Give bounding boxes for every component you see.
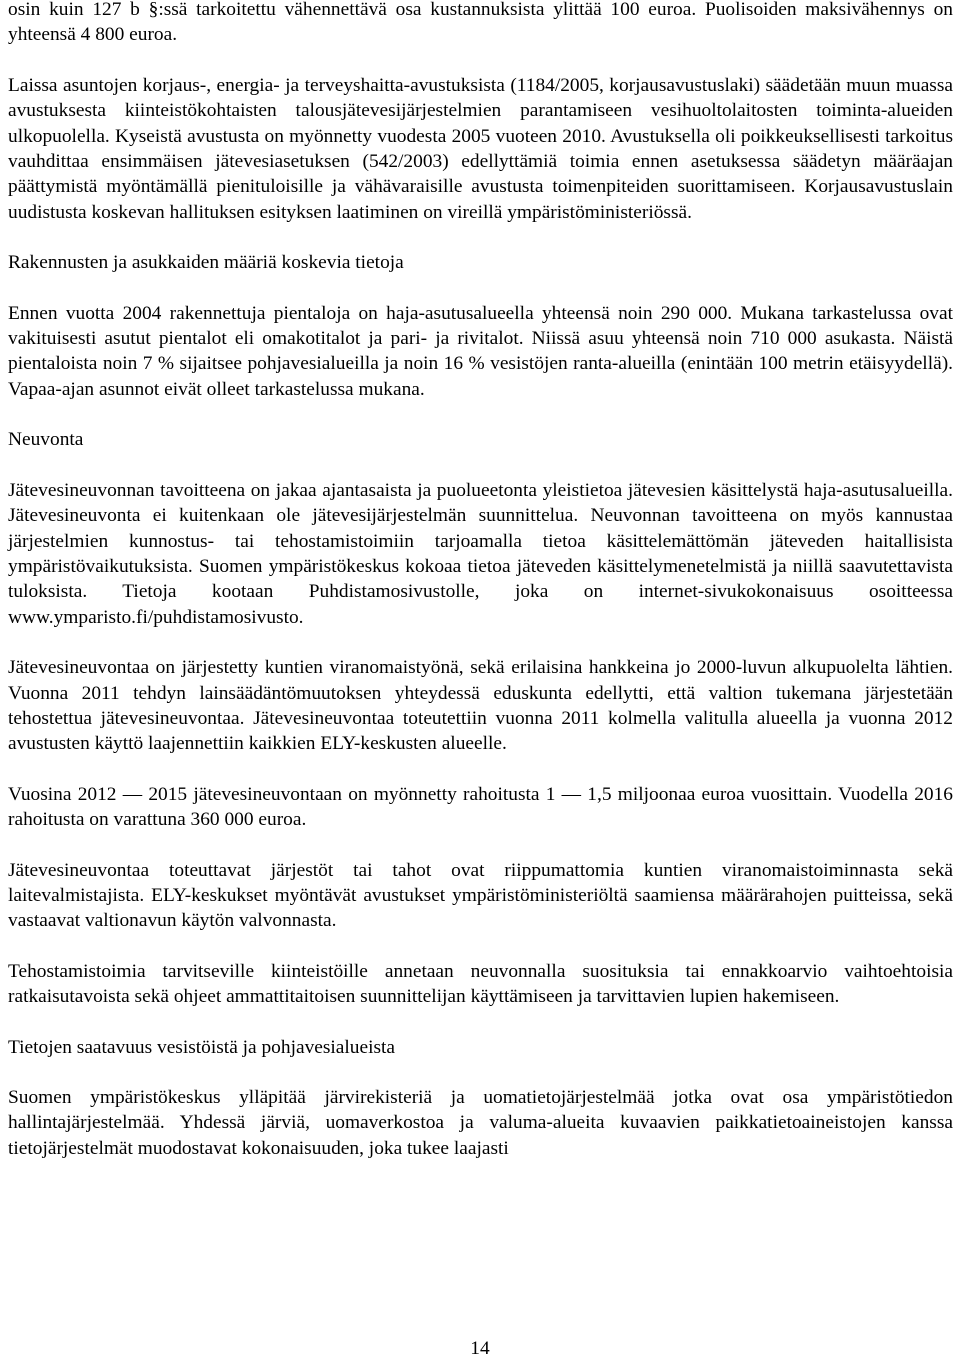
page-number: 14 — [470, 1338, 490, 1359]
paragraph-deduction-limit: osin kuin 127 b §:ssä tarkoitettu vähennettävä osa kustannuksista ylittää 100 euroa. Puolisoiden maksivähennys on yhteensä 4 800 euroa. — [8, 0, 953, 46]
heading-advisory: Neuvonta — [8, 429, 84, 451]
paragraph-providers: Jätevesineuvontaa toteuttavat järjestöt tai tahot ovat riippumattomia kuntien viranomaistoiminnasta sekä laitevalmistajista. ELY-keskukset myöntävät avustukset ympäristöministeriöltä saamiensa määrärahojen puitteissa, sekä vastaavat valtionavun käytön valvonnasta. — [8, 859, 953, 932]
heading-data-availability: Tietojen saatavuus vesistöistä ja pohjavesialueista — [8, 1036, 396, 1058]
paragraph-funding: Vuosina 2012 — 2015 jätevesineuvontaan on myönnetty rahoitusta 1 — 1,5 miljoonaa euroa vuosittain. Vuodella 2016 rahoitusta on varattuna 360 000 euroa. — [8, 783, 953, 831]
document-page — [8, 0, 953, 1186]
paragraph-data-systems: Suomen ympäristökeskus ylläpitää järvirekisteriä ja uomatietojärjestelmää jotka ovat osa ympäristötiedon hallintajärjestelmää. Yhdessä järviä, uomaverkostoa ja valuma-alueita kuvaavien paikkatietoaineistojen kanssa tietojärjestelmät muodostavat kokonaisuuden, joka tukee laajasti — [8, 1087, 953, 1159]
paragraph-renovation-grants: Laissa asuntojen korjaus-, energia- ja terveyshaitta-avustuksista (1184/2005, korjausavustuslaki) säädetään muun muassa avustuksesta kiinteistökohtaisten talousjätevesijärjestelmien parantamiseen vesihuoltolaitosten toiminta-alueiden ulkopuolella. Kyseistä avustusta on myönnetty vuodesta 2005 vuoteen 2010. Avustuksella oli poikkeuksellisesti tarkoitus vauhdittaa ensimmäisen jätevesiasetuksen (542/2003) edellyttämiä toimia ennen asetuksessa säädetyn määräajan päättymistä myöntämällä pienituloisille ja vähävaraisille avustusta toimenpiteiden suorittamiseen. Korjausavustuslain uudistusta koskevan hallituksen esityksen laatiminen on vireillä ympäristöministeriössä. — [8, 74, 953, 223]
heading-buildings-residents: Rakennusten ja asukkaiden määriä koskevia tietoja — [8, 252, 404, 274]
paragraph-advisory-history: Jätevesineuvontaa on järjestetty kuntien viranomaistyönä, sekä erilaisina hankkeina jo 2000-luvun alkupuolelta lähtien. Vuonna 2011 tehdyn lainsäädäntömuutoksen yhteydessä eduskunta edellytti, että valtion tukemana järjestetään tehostettua jätevesineuvontaa. Jätevesineuvontaa toteutettiin vuonna 2011 kolmella valitulla alueella ja vuonna 2012 avustusten käyttö laajennettiin kaikkien ELY-keskusten alueelle. — [8, 657, 953, 755]
paragraph-recommendations: Tehostamistoimia tarvitseville kiinteistöille annetaan neuvonnalla suosituksia tai ennakkoarvio vaihtoehtoisia ratkaisutavoista sekä ohjeet ammattitaitoisen suunnittelijan käyttämiseen ja tarvittavien lupien hakemiseen. — [8, 960, 953, 1008]
paragraph-advisory-goal: Jätevesineuvonnan tavoitteena on jakaa ajantasaista ja puolueetonta yleistietoa jätevesien käsittelystä haja-asutusalueilla. Jätevesineuvonta ei kuitenkaan ole jätevesijärjestelmän suunnittelua. Neuvonnan tavoitteena on myös kannustaa järjestelmien kunnostus- tai tehostamistoimiin tarjoamalla tietoa käsittelemättömän jäteveden haitallisista ympäristövaikutuksista. Suomen ympäristökeskus kokoaa tietoa jäteveden käsittelymenetelmistä ja niillä saavutettavista tuloksista. Tietoja kootaan Puhdistamosivustolle, joka on internet-sivukokonaisuus osoitteessa www.ymparisto.fi/puhdistamosivusto. — [8, 479, 953, 628]
paragraph-detached-houses: Ennen vuotta 2004 rakennettuja pientaloja on haja-asutusalueella yhteensä noin 290 000. Mukana tarkastelussa ovat vakituisesti asutut pientalot eli omakotitalot ja pari- ja rivitalot. Niissä asuu yhteensä noin 710 000 asukasta. Näistä pientaloista noin 7 % sijaitsee pohjavesialueilla ja noin 16 % vesistöjen ranta-alueilla (enintään 100 metrin etäisyydellä). Vapaa-ajan asunnot eivät olleet tarkastelussa mukana. — [8, 302, 953, 400]
